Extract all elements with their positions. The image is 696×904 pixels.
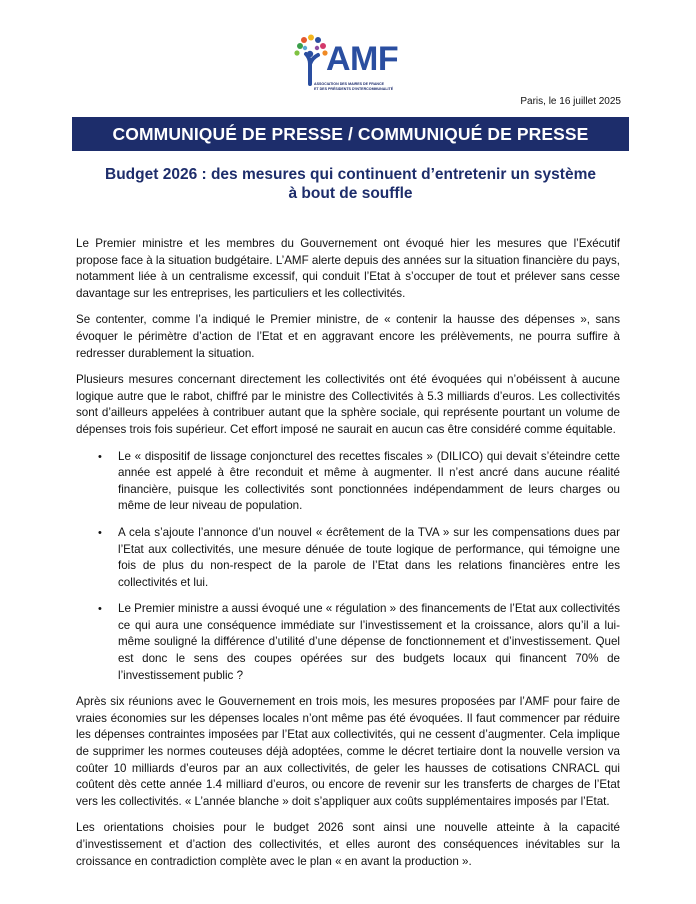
logo-subtitle-line1: ASSOCIATION DES MAIRES DE FRANCE xyxy=(314,82,385,86)
headline-line1: Budget 2026 : des mesures qui continuent d’entretenir un système xyxy=(105,166,596,183)
headline xyxy=(72,165,629,203)
amf-logo xyxy=(292,34,412,98)
paragraph-5: Les orientations choisies pour le budget 2026 sont ainsi une nouvelle atteinte à la capacité d’investissement et d’action des collectivités, et elles auront des conséquences inévitables sur la croissance en contradiction complète avec le plan « en avant la production ». xyxy=(76,821,620,868)
list-item xyxy=(76,601,620,684)
measures-list xyxy=(76,449,620,685)
release-date: Paris, le 16 juillet 2025 xyxy=(520,96,621,107)
paragraph-2: Se contenter, comme l’a indiqué le Premier ministre, de « contenir la hausse des dépenses », sans évoquer le périmètre d’action de l’Etat et en aggravant encore les prélèvements, ne pourra suffire à redresser durablement la situation. xyxy=(76,313,620,360)
paragraph-4: Après six réunions avec le Gouvernement en trois mois, les mesures proposées par l’AMF pour faire de vraies économies sur les dépenses locales n’ont même pas été évoquées. Il faut commencer par réduire les dépenses contraintes imposées par l’Etat aux collectivités, qui ne cessent d’augmenter. Cela implique de supprimer les normes couteuses déjà adoptées, comme le décret tertiaire dont la nouvelle version va coûter 10 milliards d’euros par an aux collectivités, de geler les hausses de cotisations CNRACL qui coûtent dès cette année 1.4 milliard d’euros, ou encore de revenir sur les transferts de charges de l’Etat vers les collectivités. « L’année blanche » doit s’appliquer aux coûts supplémentaires imposés par l’Etat. xyxy=(76,695,620,808)
banner-title: COMMUNIQUÉ DE PRESSE / COMMUNIQUÉ DE PRESSE xyxy=(112,123,589,144)
body-text xyxy=(76,236,620,880)
logo-subtitle xyxy=(314,82,420,92)
list-item xyxy=(76,525,620,591)
list-item-text: Le Premier ministre a aussi évoqué une « régulation » des financements de l’Etat aux collectivités ce qui aura une conséquence immédiate sur l’investissement et la croissance, alors qu’il a lui-même souligné la différence d’utilité d’une dépense de fonctionnement et d’investissement. Quel est donc le sens des coupes opérées sur des budgets locaux qui financent 70% de l’investissement public ? xyxy=(118,602,620,682)
paragraph-1: Le Premier ministre et les membres du Gouvernement ont évoqué hier les mesures que l’Exécutif propose face à la situation budgétaire. L’AMF alerte depuis des années sur la situation financière du pays, notamment liée à un centralisme excessif, qui conduit l’Etat à s’occuper de tout et prélever sans cesse davantage sur les entreprises, les particuliers et les collectivités. xyxy=(76,237,620,300)
press-release-banner xyxy=(72,117,629,151)
logo-subtitle-line2: ET DES PRÉSIDENTS D'INTERCOMMUNALITÉ xyxy=(314,87,394,91)
headline-line2: à bout de souffle xyxy=(288,185,413,202)
list-item xyxy=(76,449,620,515)
bullet-icon: • xyxy=(98,603,102,616)
bullet-icon: • xyxy=(98,526,102,539)
list-item-text: Le « dispositif de lissage conjoncturel des recettes fiscales » (DILICO) qui devait s’éteindre cette année est appelé à être reconduit et même à augmenter. Il n’est ancré dans aucune réalité financière, puisque les collectivités sont ponctionnées indépendamment de leurs charges ou même de leur niveau de population. xyxy=(118,449,620,513)
paragraph-3: Plusieurs mesures concernant directement les collectivités ont été évoquées qui n’obéissent à aucune logique autre que le rabot, chiffré par le ministre des Collectivités à 5.3 milliards d’euros. Les collectivités sont d’ailleurs appelées à contribuer autant que la sphère sociale, qui représente pourtant un volume de dépenses trois fois supérieur. Cet effort imposé ne saurait en aucun cas être considéré comme équitable. xyxy=(76,373,620,436)
list-item-text: A cela s’ajoute l’annonce d’un nouvel « écrêtement de la TVA » sur les compensations dues par l’Etat aux collectivités, une mesure dénuée de toute logique de performance, qui témoigne une fois de plus du non-respect de la parole de l’Etat dans les relations financières entre les collectivités et lui. xyxy=(118,525,620,589)
logo-wordmark: AMF xyxy=(326,40,399,78)
bullet-icon: • xyxy=(98,450,102,463)
